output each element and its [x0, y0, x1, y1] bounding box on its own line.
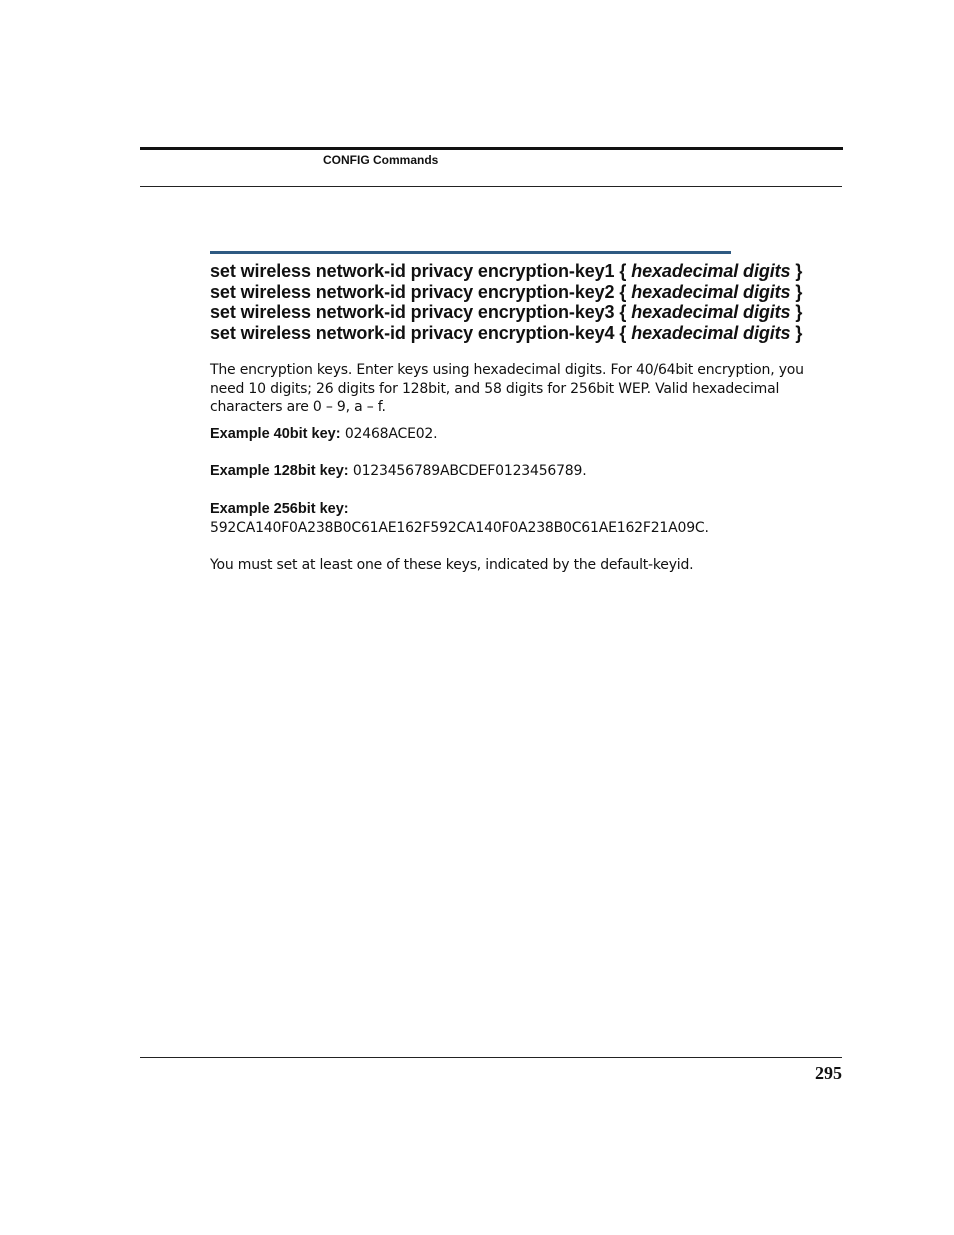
- header-rule-top: [140, 147, 843, 150]
- example-value: 0123456789ABCDEF0123456789.: [348, 463, 587, 479]
- command-argument: hexadecimal digits: [631, 261, 791, 281]
- example-256bit: [210, 500, 830, 537]
- command-text: set wireless network-id privacy encryption-key2 {: [210, 281, 632, 302]
- note-paragraph: You must set at least one of these keys, indicated by the default-keyid.: [210, 557, 694, 573]
- example-value: 02468ACE02.: [340, 426, 438, 442]
- example-value: 592CA140F0A238B0C61AE162F592CA140F0A238B0C61AE162F21A09C.: [210, 519, 709, 536]
- command-argument: hexadecimal digits: [631, 281, 791, 302]
- header-rule-bottom: [140, 186, 842, 187]
- footer-rule: [140, 1057, 842, 1058]
- command-line-key4: [210, 323, 850, 344]
- example-label: Example 128bit key:: [210, 463, 349, 479]
- running-head: CONFIG Commands: [323, 153, 439, 167]
- example-40bit: [210, 425, 830, 444]
- command-line-key2: [210, 282, 850, 303]
- example-128bit: [210, 462, 830, 481]
- command-text: set wireless network-id privacy encryption-key3 {: [210, 302, 632, 322]
- command-line-key3: [210, 302, 850, 323]
- command-brace: }: [790, 322, 803, 343]
- command-brace: }: [790, 281, 803, 302]
- command-brace: }: [790, 302, 803, 322]
- command-argument: hexadecimal digits: [631, 302, 791, 322]
- command-heading: [210, 261, 850, 343]
- description-paragraph: The encryption keys. Enter keys using hexadecimal digits. For 40/64bit encryption, you need 10 digits; 26 digits for 128bit, and 58 digits for 256bit WEP. Valid hexadecimal characters are 0 – 9, a – f.: [210, 362, 804, 415]
- example-label: Example 256bit key:: [210, 501, 349, 517]
- example-label: Example 40bit key:: [210, 426, 341, 442]
- page-number: 295: [815, 1063, 842, 1083]
- command-text: set wireless network-id privacy encryption-key1 {: [210, 261, 632, 281]
- command-argument: hexadecimal digits: [631, 322, 791, 343]
- section-rule: [210, 251, 731, 254]
- command-brace: }: [790, 261, 803, 281]
- command-line-key1: [210, 261, 850, 282]
- command-text: set wireless network-id privacy encryption-key4 {: [210, 322, 632, 343]
